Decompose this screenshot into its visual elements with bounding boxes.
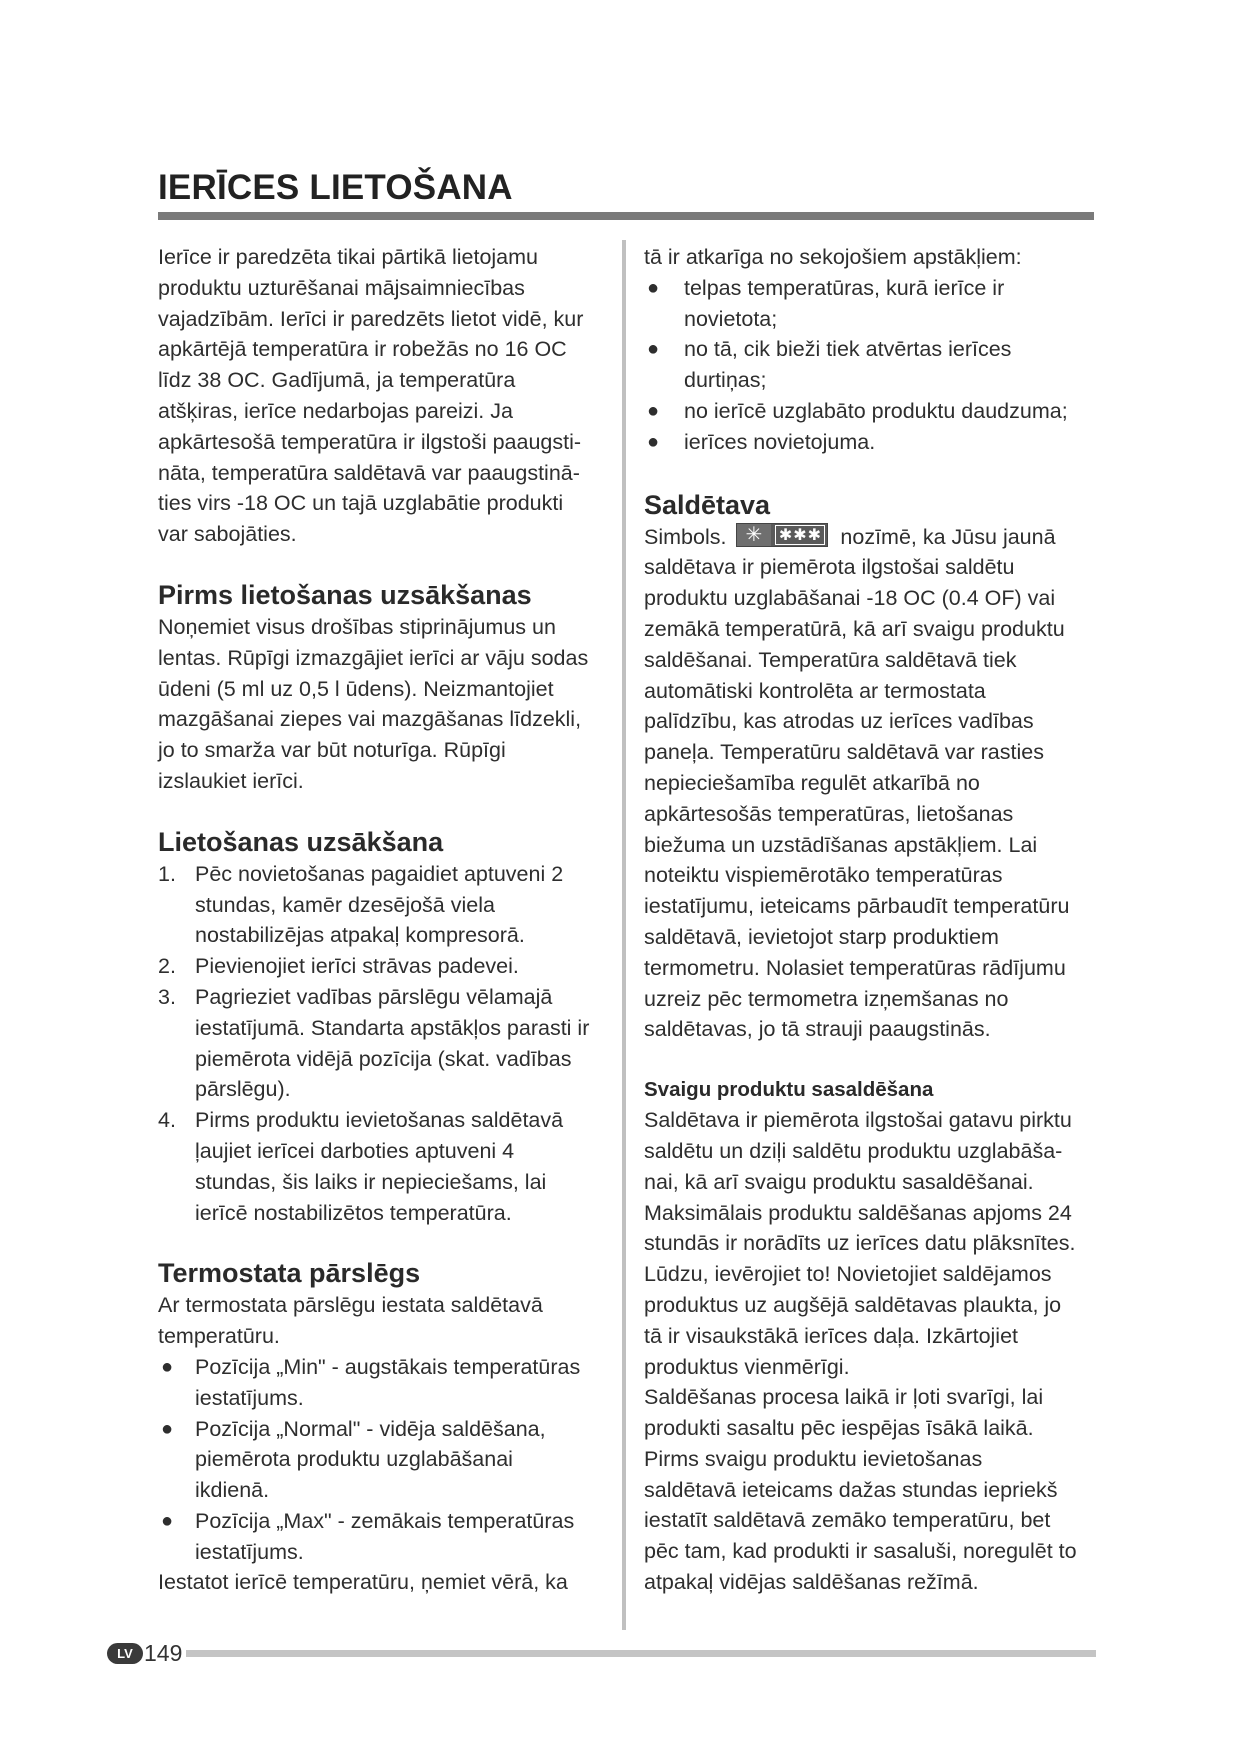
bullet-line: iestatījums.	[195, 1385, 304, 1410]
bullet-line: ierīces novietojuma.	[684, 429, 876, 454]
step-line: iestatījumā. Standarta apstākļos parasti ir	[195, 1015, 590, 1040]
text-line: vajadzībām. Ierīci ir paredzēts lietot vidē, kur	[158, 306, 584, 331]
title-rule	[158, 212, 1094, 220]
text-line: Maksimālais produktu saldēšanas apjoms 24	[644, 1200, 1072, 1225]
bullet-dot-icon: ●	[647, 399, 660, 422]
step-item	[158, 982, 606, 1105]
text-line: atpakaļ vidējas saldēšanas režīmā.	[644, 1570, 979, 1595]
step-line: Pēc novietošanas pagaidiet aptuveni 2	[195, 861, 564, 886]
bullet-dot-icon: ●	[647, 276, 660, 299]
text-line: termometru. Nolasiet temperatūras rādījumu	[644, 955, 1066, 980]
text-line: temperatūru.	[158, 1324, 280, 1349]
text-line: iestatījumu, ieteicams pārbaudīt temperatūru	[644, 894, 1070, 919]
text-line: Saldētava ir piemērota ilgstošai gatavu pirktu	[644, 1108, 1072, 1133]
step-line: stundas, šis laiks ir nepieciešams, lai	[195, 1169, 547, 1194]
text-line: Pirms svaigu produktu ievietošanas	[644, 1446, 983, 1471]
text-line: produktus vienmērīgi.	[644, 1354, 850, 1379]
text-line: Ierīce ir paredzēta tikai pārtikā lietojamu	[158, 245, 539, 269]
step-number: 3.	[158, 984, 176, 1009]
text-line: var sabojāties.	[158, 522, 297, 547]
bullet-line: no tā, cik bieži tiek atvērtas ierīces	[684, 337, 1012, 362]
step-line: Pirms produktu ievietošanas saldētavā	[195, 1108, 564, 1133]
thermostat-bullets	[158, 1352, 606, 1568]
snowflake-icon: ✳	[737, 524, 771, 546]
text-line: pēc tam, kad produkti ir sasaluši, noregulēt to	[644, 1539, 1077, 1564]
step-item	[158, 951, 606, 982]
left-column	[158, 242, 606, 1598]
symbol-line	[644, 522, 1099, 553]
text-line: saldētavā, ievietojot starp produktiem	[644, 924, 999, 949]
bullet-item	[644, 273, 1099, 335]
thermostat-intro	[158, 1290, 606, 1352]
page-number: 149	[144, 1640, 183, 1666]
bullet-dot-icon: ●	[647, 338, 660, 361]
step-line: Pagrieziet vadības pārslēgu vēlamajā	[195, 984, 553, 1009]
bullet-item	[644, 396, 1099, 427]
text-line: nepieciešamība regulēt atkarībā no	[644, 770, 980, 795]
bullet-item	[158, 1352, 606, 1414]
bullet-line: piemērota produktu uzglabāšanai	[195, 1447, 513, 1472]
conditions-bullets	[644, 273, 1099, 458]
bullet-dot-icon: ●	[161, 1509, 174, 1532]
freezer-paragraph	[644, 552, 1099, 1045]
fresh-freezing-paragraph	[644, 1105, 1099, 1598]
text-line: Lūdzu, ievērojiet to! Novietojiet saldējamos	[644, 1262, 1052, 1287]
bullet-line: novietota;	[684, 306, 778, 331]
section-title-start-use: Lietošanas uzsākšana	[158, 826, 444, 857]
text-line: atšķiras, ierīce nedarbojas pareizi. Ja	[158, 398, 513, 423]
step-item	[158, 859, 606, 951]
text-line: zemākā temperatūrā, kā arī svaigu produktu	[644, 616, 1065, 641]
text-line: automātiski kontrolēta ar termostata	[644, 678, 986, 703]
start-steps-list	[158, 859, 606, 1229]
text-line: saldētu un dziļi saldētu produktu uzglabāša-	[644, 1138, 1063, 1163]
text-line: produkti sasaltu pēc iespējas īsākā laikā.	[644, 1416, 1034, 1441]
footer-rule	[186, 1650, 1096, 1657]
text-line: apkārtesošā temperatūra ir ilgstoši paaugsti-	[158, 429, 582, 454]
text-line: līdz 38 OC. Gadījumā, ja temperatūra	[158, 368, 516, 393]
subsection-title-fresh-freezing: Svaigu produktu sasaldēšana	[644, 1078, 934, 1102]
text-line: Saldēšanas procesa laikā ir ļoti svarīgi, lai	[644, 1385, 1044, 1410]
step-line: stundas, kamēr dzesējošā viela	[195, 892, 495, 917]
section-title-before-use: Pirms lietošanas uzsākšanas	[158, 579, 532, 610]
step-number: 2.	[158, 954, 176, 979]
bullet-line: durtiņas;	[684, 368, 767, 393]
text-line: produktu uzglabāšanai -18 OC (0.4 OF) vai	[644, 586, 1056, 611]
bullet-line: Pozīcija „Max" - zemākais temperatūras	[195, 1508, 575, 1533]
bullet-item	[158, 1506, 606, 1568]
page-title: IERĪCES LIETOŠANA	[158, 168, 513, 207]
before-use-paragraph	[158, 612, 606, 797]
text-line: uzreiz pēc termometra izņemšanas no	[644, 986, 1009, 1011]
symbol-suffix: nozīmē, ka Jūsu jaunā	[840, 524, 1056, 549]
section-title-freezer: Saldētava	[644, 489, 771, 520]
freezer-stars-symbol-icon	[736, 523, 828, 547]
text-line: stundās ir norādīts uz ierīces datu plāksnītes.	[644, 1231, 1076, 1256]
text-line: saldētava ir piemērota ilgstošai saldētu	[644, 555, 1015, 580]
bullet-line: iestatījums.	[195, 1539, 304, 1564]
text-line: mazgāšanai ziepes vai mazgāšanas līdzekli,	[158, 707, 582, 732]
thermostat-outro: Iestatot ierīcē temperatūru, ņemiet vērā, ka	[158, 1570, 568, 1595]
continuation-text: tā ir atkarīga no sekojošiem apstākļiem:	[644, 245, 1022, 269]
bullet-dot-icon: ●	[161, 1417, 174, 1440]
bullet-item	[158, 1414, 606, 1506]
bullet-line: no ierīcē uzglabāto produktu daudzuma;	[684, 398, 1068, 423]
text-line: iestatīt saldētavā zemāko temperatūru, bet	[644, 1508, 1051, 1533]
text-line: saldētavā ieteicams dažas stundas iepriekš	[644, 1477, 1058, 1502]
text-line: produktus uz augšējā saldētavas plaukta, jo	[644, 1292, 1062, 1317]
text-line: apkārtesošās temperatūras, lietošanas	[644, 801, 1014, 826]
text-line: saldēšanai. Temperatūra saldētavā tiek	[644, 647, 1017, 672]
text-line: produktu uzturēšanai mājsaimniecības	[158, 275, 525, 300]
step-line: ļaujiet ierīcei darboties aptuveni 4	[195, 1138, 515, 1163]
step-line: nostabilizējas atpakaļ kompresorā.	[195, 923, 525, 948]
column-divider	[622, 240, 626, 1630]
bullet-line: Pozīcija „Normal" - vidēja saldēšana,	[195, 1416, 546, 1441]
bullet-dot-icon: ●	[161, 1355, 174, 1378]
bullet-line: Pozīcija „Min" - augstākais temperatūras	[195, 1354, 581, 1379]
text-line: Noņemiet visus drošības stiprinājumus un	[158, 614, 556, 639]
bullet-line: ikdienā.	[195, 1478, 270, 1503]
right-column	[644, 242, 1099, 1598]
text-line: izslaukiet ierīci.	[158, 768, 304, 793]
text-line: jo to smarža var būt noturīga. Rūpīgi	[158, 738, 506, 763]
three-stars-icon: ✱✱✱	[775, 525, 825, 545]
text-line: nai, kā arī svaigu produktu sasaldēšanai.	[644, 1169, 1034, 1194]
text-line: Ar termostata pārslēgu iestata saldētavā	[158, 1293, 543, 1318]
bullet-item	[644, 334, 1099, 396]
text-line: nāta, temperatūra saldētavā var paaugstinā-	[158, 460, 580, 485]
bullet-dot-icon: ●	[647, 430, 660, 453]
text-line: tā ir visaukstākā ierīces daļa. Izkārtojiet	[644, 1323, 1019, 1348]
language-badge: LV	[107, 1643, 143, 1664]
text-line: ūdeni (5 ml uz 0,5 l ūdens). Neizmantojiet	[158, 676, 554, 701]
text-line: lentas. Rūpīgi izmazgājiet ierīci ar vāju sodas	[158, 645, 589, 670]
step-line: Pievienojiet ierīci strāvas padevei.	[195, 954, 519, 979]
text-line: ties virs -18 OC un tajā uzglabātie produkti	[158, 491, 564, 516]
bullet-line: telpas temperatūras, kurā ierīce ir	[684, 275, 1005, 300]
section-title-thermostat: Termostata pārslēgs	[158, 1258, 421, 1289]
text-line: apkārtējā temperatūra ir robežās no 16 OC	[158, 337, 567, 362]
text-line: paneļa. Temperatūru saldētavā var rasties	[644, 740, 1044, 765]
step-line: ierīcē nostabilizētos temperatūra.	[195, 1200, 512, 1225]
text-line: palīdzību, kas atrodas uz ierīces vadības	[644, 709, 1034, 734]
step-line: piemērota vidējā pozīcija (skat. vadības	[195, 1046, 572, 1071]
bullet-item	[644, 427, 1099, 458]
text-line: noteiktu vispiemērotāko temperatūras	[644, 863, 1003, 888]
text-line: biežuma un uzstādīšanas apstākļiem. Lai	[644, 832, 1038, 857]
symbol-prefix: Simbols.	[644, 524, 727, 549]
step-number: 4.	[158, 1108, 176, 1133]
step-item	[158, 1105, 606, 1228]
intro-paragraph	[158, 242, 606, 550]
text-line: saldētavas, jo tā strauji paaugstinās.	[644, 1017, 991, 1042]
step-number: 1.	[158, 861, 176, 886]
step-line: pārslēgu).	[195, 1077, 291, 1102]
